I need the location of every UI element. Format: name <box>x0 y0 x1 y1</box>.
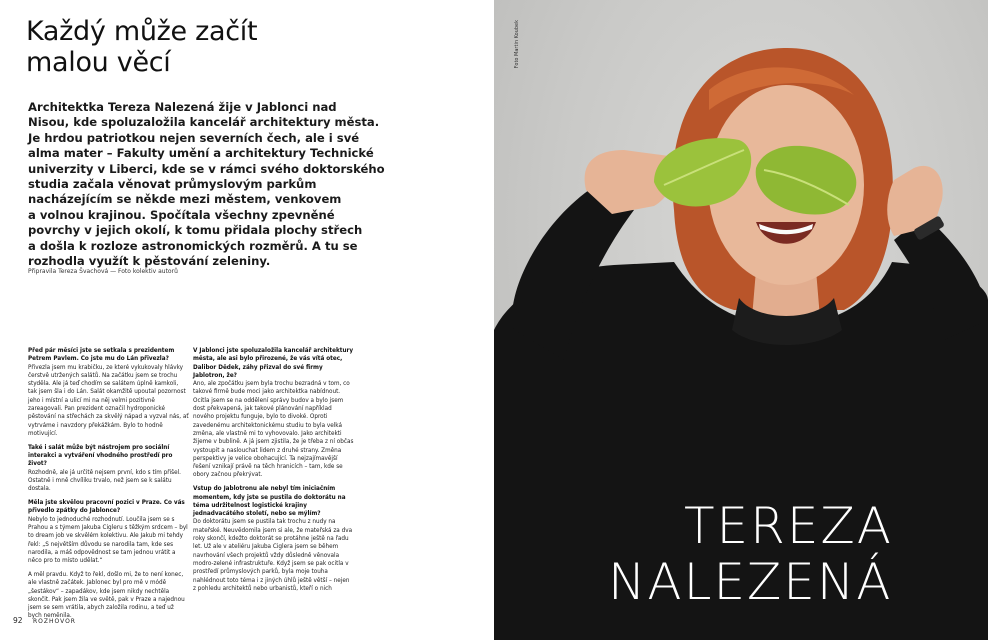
lead-line: univerzity v Liberci, kde se v rámci svého doktorského <box>28 161 385 176</box>
text-column-2 <box>193 347 354 599</box>
qa-block <box>193 485 354 593</box>
qa-block <box>28 571 189 621</box>
interview-question: Před pár měsíci jste se setkala s prezidentem Petrem Pavlem. Co jste mu do Lán přivezla? <box>28 348 175 363</box>
interview-answer: A měl pravdu. Když to řekl, došlo mi, že to není konec, ale vlastně začátek. Jablonec byl pro mě v módě „šestákov“ – zapadákov, kde jsem nikdy nechtěla skončit. Pak jsem žila ve světě, pak v Praze a najednou jsem se sem vrátila, abych založila rodinu, a teď už bych neměnila. <box>28 571 185 620</box>
qa-block <box>28 444 189 494</box>
lead-line: nacházejícím se někde mezi městem, venkovem <box>28 192 342 207</box>
title-line: malou věcí <box>26 47 171 78</box>
lead-line: Je hrdou patriotkou nejen severních čech, ale i své <box>28 130 360 145</box>
qa-block <box>193 347 354 480</box>
interview-question: Měla jste skvělou pracovní pozici v Praze. Co vás přivedlo zpátky do Jablonce? <box>28 500 185 515</box>
lead-line: alma mater – Fakulty umění a architektury Technické <box>28 146 374 161</box>
section-label: ROZHOVOR <box>32 618 76 625</box>
lead-line: povrchy v jejich okolí, k tomu přidala plochy střech <box>28 223 363 238</box>
qa-block <box>28 499 189 565</box>
interview-question: Také i salát může být nástrojem pro sociální interakci a vytváření vhodného prostředí pro život? <box>28 444 173 468</box>
interview-answer: Rozhodně, ale já určitě nejsem první, kdo s tím přišel. Ostatně i mně chvíliku trvalo, než jsem se k salátu dostala. <box>28 469 181 493</box>
interview-question: V Jablonci jste spoluzaložila kancelář architektury města, ale asi bylo přirozené, že vás vítá otec, Dalibor Dědek, záhy přizval do své firmy Jablotron, že? <box>193 348 354 379</box>
page-footer <box>13 616 76 625</box>
author-credit: Připravila Tereza Švachová — Foto kolektiv autorů <box>28 268 178 275</box>
page-number: 92 <box>13 616 23 625</box>
qa-block <box>28 347 189 438</box>
text-column-1 <box>28 347 189 626</box>
lead-line: a došla k rozloze astronomických rozměrů. A tu se <box>28 238 358 253</box>
right-page-photo <box>494 0 988 640</box>
interview-answer: Nebylo to jednoduché rozhodnutí. Loučila jsem se s Prahou a s týmem Jakuba Cigleru s těžkým srdcem – byl to dream job ve skvělém kolektivu. Ale Jakub mi tehdy řekl: „S největším důvodu se narodila tam, kde ses narodila, a máš odpovědnost se tam jednou vrátit a něco pro to místo udělat.“ <box>28 516 188 565</box>
interview-answer: Ano, ale zpočátku jsem byla trochu bezradná v tom, co takové firmě bude moci jako architektka nabídnout. Ocitla jsem se na oddělení správy budov a bylo jsem dost překvapená, jak takové plánování například nového projektu funguje, bylo to divoké. Oproti zavedenému architektonickému studiu to byla velká změna, ale vlastně mi to vyhovovalo. Jako architekti žijeme v bublině. A já jsem zjistila, že je třeba z ní občas vystoupit a naslouchat lidem z druhé strany. Změna perspektivy je velice obohacující. Ta nejzajímavější řešení vznikají právě na těch hranicích – tam, kde se obory začnou překrývat. <box>193 381 354 479</box>
lead-paragraph <box>28 100 385 269</box>
name-first: TEREZA <box>684 497 893 555</box>
interview-answer: Do doktorátu jsem se pustila tak trochu z nudy na mateřské. Neuvědomila jsem si ale, že mateřská za dva roky skončí, kdežto doktorát se protáhne ještě na řadu let. Už ale v ateliéru Jakuba Ciglera jsem se během navrhování všech projektů vždy důsledně věnovala modro-zelené infrastruktuře. Když jsem se pak ocitla v prostředí průmyslových parků, byla moje touha nahlédnout toto téma i z jiných úhlů ještě větší – nejen z pohledu architektů nebo urbanistů, kteří o nich <box>193 519 353 592</box>
lead-line: studia začala věnovat průmyslovým parkům <box>28 177 317 192</box>
interviewee-name <box>608 497 893 611</box>
lead-line: rozhodla využít k pěstování zeleniny. <box>28 254 271 269</box>
lead-line: Architektka Tereza Nalezená žije v Jablonci nad <box>28 100 337 114</box>
title-line: Každý může začít <box>26 16 258 47</box>
interview-question: Vstup do Jablotronu ale nebyl tím iniciačním momentem, kdy jste se pustila do doktorátu na téma udržitelnost logistické krajiny jednadvacátého století, nebo se mýlím? <box>193 486 346 518</box>
article-title <box>26 16 257 78</box>
name-last: NALEZENÁ <box>608 553 893 611</box>
photo-credit: Foto Martin Koubek <box>514 20 520 69</box>
lead-line: a volnou krajinou. Spočítala všechny zpevněné <box>28 207 335 222</box>
lead-line: Nisou, kde spoluzaložila kancelář architektury města. <box>28 115 380 130</box>
interview-answer: Přivezla jsem mu krabičku, ze které vykukovaly hlávky čerstvě utržených salátů. Na začátku jsem se trochu styděla. Ale já teď chodím se salátem úplně kamkoli, tak jsem šla i do Lán. Salát okamžitě upoutal pozornost jeho i místní a ulicí mi na něj velmi pozitivně zareagovali. Pan prezident označil hydroponické pěstování na střechách za skvělý nápad a vyzval nás, ať vytrváme i navzdory překážkám. Bylo to hodně motivující. <box>28 364 189 437</box>
